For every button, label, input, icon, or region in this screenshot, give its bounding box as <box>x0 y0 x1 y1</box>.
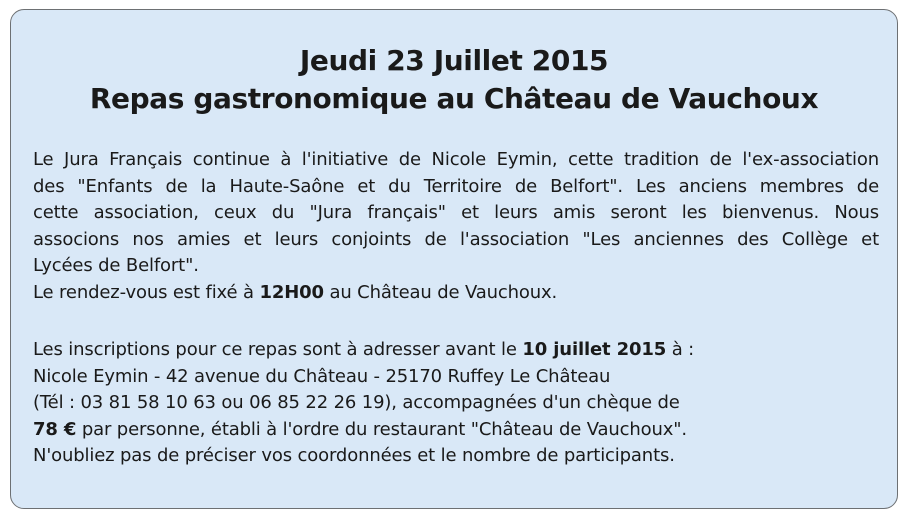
registration-price: 78 € <box>33 418 77 440</box>
meeting-time: 12H00 <box>259 281 324 303</box>
intro-line: des "Enfants de la Haute-Saône et du Territoire de Belfort". Les anciens membres de <box>33 175 879 197</box>
registration-suffix: à : <box>666 339 695 360</box>
intro-line: Lycées de Belfort". <box>33 255 199 276</box>
registration-price-line <box>33 417 879 444</box>
registration-paragraph <box>33 337 879 470</box>
announcement-box <box>10 9 898 509</box>
registration-address: Nicole Eymin - 42 avenue du Château - 25170 Ruffey Le Château <box>33 365 611 387</box>
meeting-suffix: au Château de Vauchoux. <box>323 281 558 303</box>
intro-line: Le Jura Français continue à l'initiative de Nicole Eymin, cette tradition de l'ex-association <box>33 149 879 170</box>
registration-price-suffix: par personne, établi à l'ordre du restaurant "Château de Vauchoux". <box>76 418 687 440</box>
intro-paragraph <box>33 147 879 306</box>
intro-line: associons nos amies et leurs conjoints de l'association "Les anciennes des Collège et <box>33 228 879 250</box>
event-name: Repas gastronomique au Château de Vauchoux <box>89 82 819 115</box>
registration-phone: (Tél : 03 81 58 10 63 ou 06 85 22 26 19), accompagnées d'un chèque de <box>33 392 680 413</box>
event-date: Jeudi 23 Juillet 2015 <box>299 44 609 77</box>
registration-reminder: N'oubliez pas de préciser vos coordonnées et le nombre de participants. <box>33 445 675 466</box>
announcement-title <box>11 42 897 118</box>
meeting-line <box>33 280 879 307</box>
intro-line: cette association, ceux du "Jura français" et leurs amis seront les bienvenus. Nous <box>33 202 879 223</box>
registration-prefix: Les inscriptions pour ce repas sont à adresser avant le <box>33 339 523 360</box>
meeting-prefix: Le rendez-vous est fixé à <box>33 281 260 303</box>
registration-deadline: 10 juillet 2015 <box>522 339 667 360</box>
registration-deadline-line <box>33 337 879 364</box>
